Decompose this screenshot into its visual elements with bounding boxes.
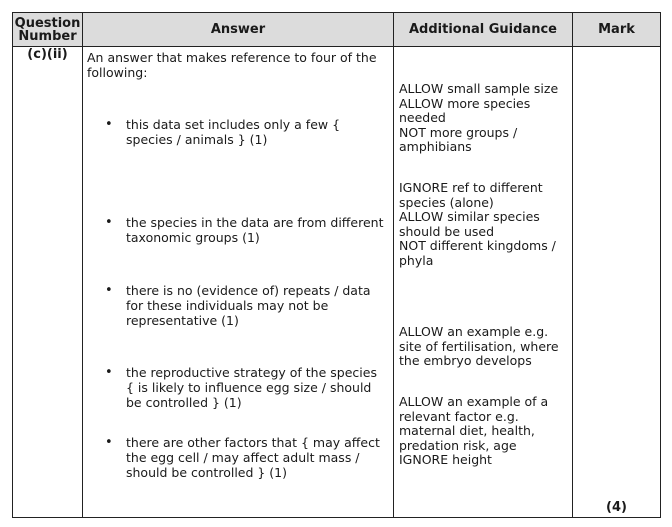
- answer-point: [105, 117, 385, 147]
- answer-point-text: there is no (evidence of) repeats / data for these individuals may not be representative (1): [126, 283, 371, 328]
- answer-point-text: this data set includes only a few { species / animals } (1): [126, 117, 341, 147]
- bullet-icon: •: [105, 117, 113, 132]
- answer-point-text: the species in the data are from different taxonomic groups (1): [126, 215, 384, 245]
- header-row: [13, 13, 661, 47]
- bullet-icon: •: [105, 215, 113, 230]
- guidance-block: IGNORE ref to different species (alone) ALLOW similar species should be used NOT different kingdoms / phyla: [399, 180, 556, 268]
- guidance-block: ALLOW small sample size ALLOW more species needed NOT more groups / amphibians: [399, 81, 559, 154]
- answer-point-text: the reproductive strategy of the species { is likely to influence egg size / should be controlled } (1): [126, 365, 377, 410]
- answer-point-text: there are other factors that { may affect the egg cell / may affect adult mass / should be controlled } (1): [126, 435, 380, 480]
- answer-cell: [83, 47, 394, 518]
- bullet-icon: •: [105, 283, 113, 298]
- answer-point: [105, 283, 385, 328]
- answer-point: [105, 215, 385, 245]
- guidance-block: ALLOW an example of a relevant factor e.g. maternal diet, health, predation risk, age IGNORE height: [399, 394, 549, 467]
- guidance-block: ALLOW an example e.g. site of fertilisation, where the embryo develops: [399, 324, 559, 368]
- mark-scheme-table: [12, 12, 661, 518]
- bullet-icon: •: [105, 435, 113, 450]
- answer-header: Answer: [83, 13, 394, 47]
- table-row: [13, 47, 661, 518]
- mark-header: Mark: [573, 13, 661, 47]
- question-number-header: Question Number: [13, 13, 83, 47]
- mark-cell: [573, 47, 661, 518]
- guidance-header: Additional Guidance: [394, 13, 573, 47]
- question-number: (c)(ii): [13, 47, 83, 518]
- answer-point: [105, 435, 385, 480]
- guidance-cell: [394, 47, 573, 518]
- answer-intro: An answer that makes reference to four of the following:: [87, 50, 377, 80]
- mark-value: (4): [606, 500, 627, 515]
- bullet-icon: •: [105, 365, 113, 380]
- answer-point: [105, 365, 385, 410]
